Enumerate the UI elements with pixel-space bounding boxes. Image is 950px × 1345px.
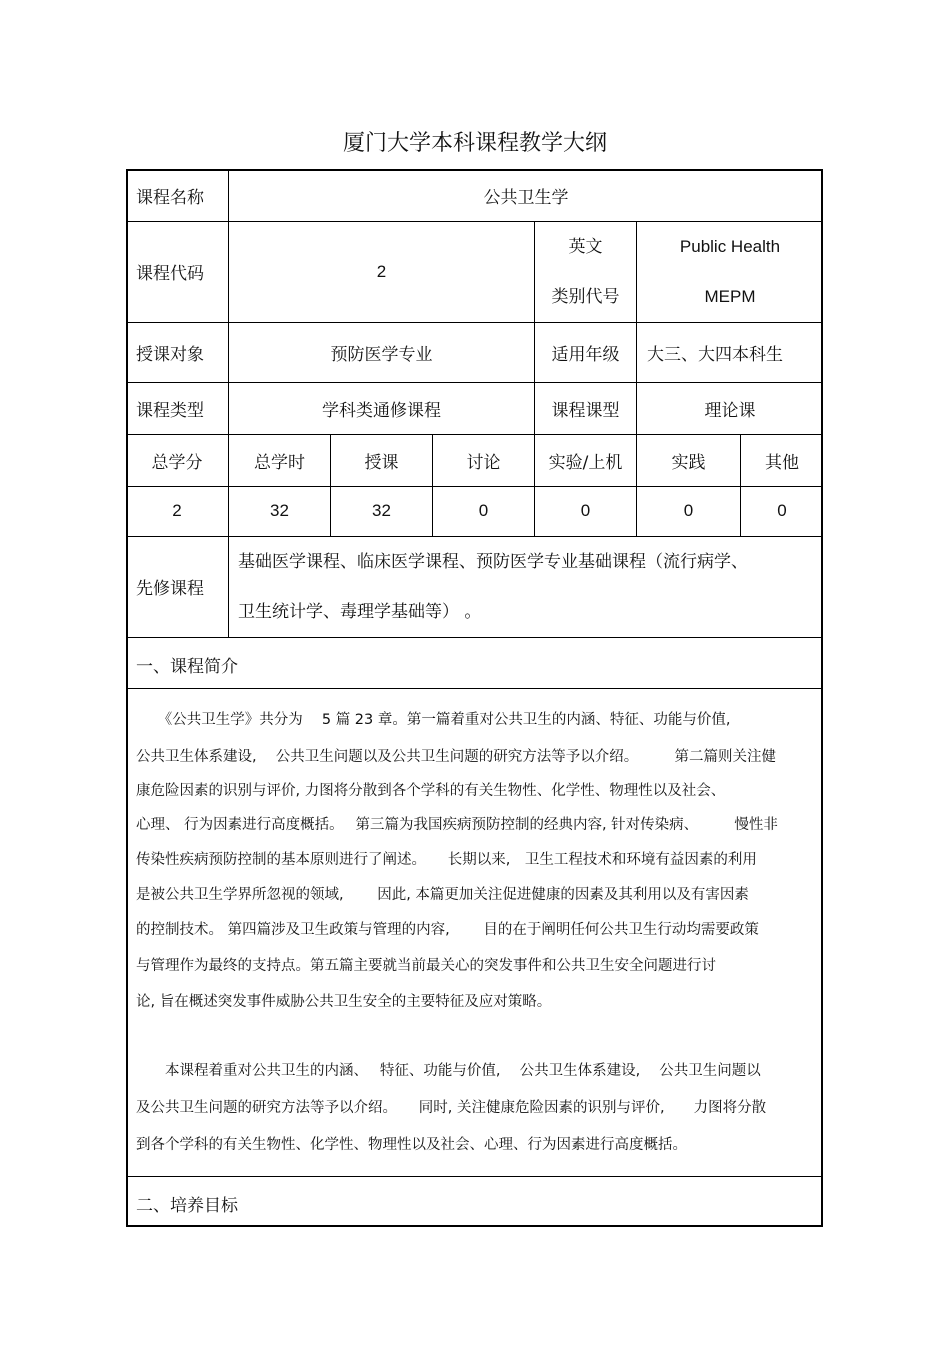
text-line: 论, 旨在概述突发事件威胁公共卫生安全的主要特征及应对策略。: [136, 994, 552, 1010]
hours-value: 0: [683, 501, 694, 520]
hours-header: 实践: [671, 452, 706, 473]
row-divider: [126, 1176, 823, 1177]
text-line: 的控制技术。 第四篇涉及卫生政策与管理的内容, 目的在于阐明任何公共卫生行动均需要政策: [136, 922, 759, 938]
course-type-label: 课程类型: [136, 400, 204, 421]
audience-value: 预防医学专业: [330, 344, 433, 365]
text-line: 《公共卫生学》共分为 5 篇 23 章。第一篇着重对公共卫生的内涵、特征、功能与价值,: [136, 712, 731, 728]
english-name-label: 英文: [568, 236, 603, 257]
text-line: 本课程着重对公共卫生的内涵、 特征、功能与价值, 公共卫生体系建设, 公共卫生问题以: [136, 1063, 761, 1079]
category-code-value: MEPM: [704, 286, 756, 306]
audience-label: 授课对象: [136, 344, 204, 365]
prerequisites-line: 基础医学课程、临床医学课程、预防医学专业基础课程（流行病学、: [238, 552, 748, 572]
category-code-label: 类别代号: [551, 286, 620, 307]
row-divider: [126, 688, 823, 689]
hours-value: 2: [172, 501, 182, 520]
page-title: 厦门大学本科课程教学大纲: [342, 131, 607, 156]
text-line: 及公共卫生问题的研究方法等予以介绍。 同时, 关注健康危险因素的识别与评价, 力图将分散: [136, 1100, 767, 1116]
text-line: 公共卫生体系建设, 公共卫生问题以及公共卫生问题的研究方法等予以介绍。 第二篇则关注健: [136, 749, 776, 765]
hours-value: 32: [372, 501, 391, 520]
english-category-labels: [535, 221, 636, 322]
hours-header: 其他: [765, 452, 799, 473]
prerequisites-value: [238, 537, 748, 637]
hours-value: 0: [478, 501, 489, 520]
course-name-label: 课程名称: [136, 188, 204, 208]
intro-paragraph-1: [136, 709, 778, 1027]
text-line: 心理、 行为因素进行高度概括。 第三篇为我国疾病预防控制的经典内容, 针对传染病、 慢性非: [136, 817, 778, 833]
grade-label: 适用年级: [551, 344, 620, 365]
hours-header: 讨论: [466, 452, 501, 473]
hours-header: 授课: [364, 452, 399, 473]
course-form-label: 课程课型: [551, 400, 620, 421]
grade-value: 大三、大四本科生: [647, 344, 783, 365]
hours-value: 0: [777, 501, 787, 520]
text-line: 传染性疾病预防控制的基本原则进行了阐述。 长期以来, 卫生工程技术和环境有益因素的利用: [136, 852, 757, 868]
text-line: 康危险因素的识别与评价, 力图将分散到各个学科的有关生物性、化学性、物理性以及社会、: [136, 783, 726, 799]
course-type-value: 学科类通修课程: [322, 400, 441, 421]
hours-value: 0: [580, 501, 591, 520]
text-line: 与管理作为最终的支持点。第五篇主要就当前最关心的突发事件和公共卫生安全问题进行讨: [136, 958, 716, 974]
hours-header: 总学时: [254, 452, 305, 473]
row-divider: [126, 637, 823, 638]
intro-paragraph-2: [136, 1060, 766, 1171]
course-code-label: 课程代码: [136, 264, 204, 284]
course-name-value: 公共卫生学: [483, 188, 569, 208]
english-category-values: [637, 221, 823, 322]
section-heading-objectives: 二、培养目标: [136, 1196, 238, 1216]
prerequisites-label: 先修课程: [136, 579, 204, 599]
section-heading-intro: 一、课程简介: [136, 657, 238, 677]
hours-header: 总学分: [151, 452, 203, 473]
hours-value: 32: [270, 501, 289, 520]
text-line: 到各个学科的有关生物性、化学性、物理性以及社会、心理、行为因素进行高度概括。: [136, 1137, 687, 1153]
text-line: 是被公共卫生学界所忽视的领域, 因此, 本篇更加关注促进健康的因素及其利用以及有害因素: [136, 887, 749, 903]
course-form-value: 理论课: [704, 400, 756, 421]
prerequisites-line: 卫生统计学、毒理学基础等） 。: [238, 602, 482, 622]
hours-header: 实验/上机: [548, 452, 623, 473]
english-name-value: Public Health: [679, 236, 781, 256]
course-code-value: 2: [376, 261, 387, 281]
